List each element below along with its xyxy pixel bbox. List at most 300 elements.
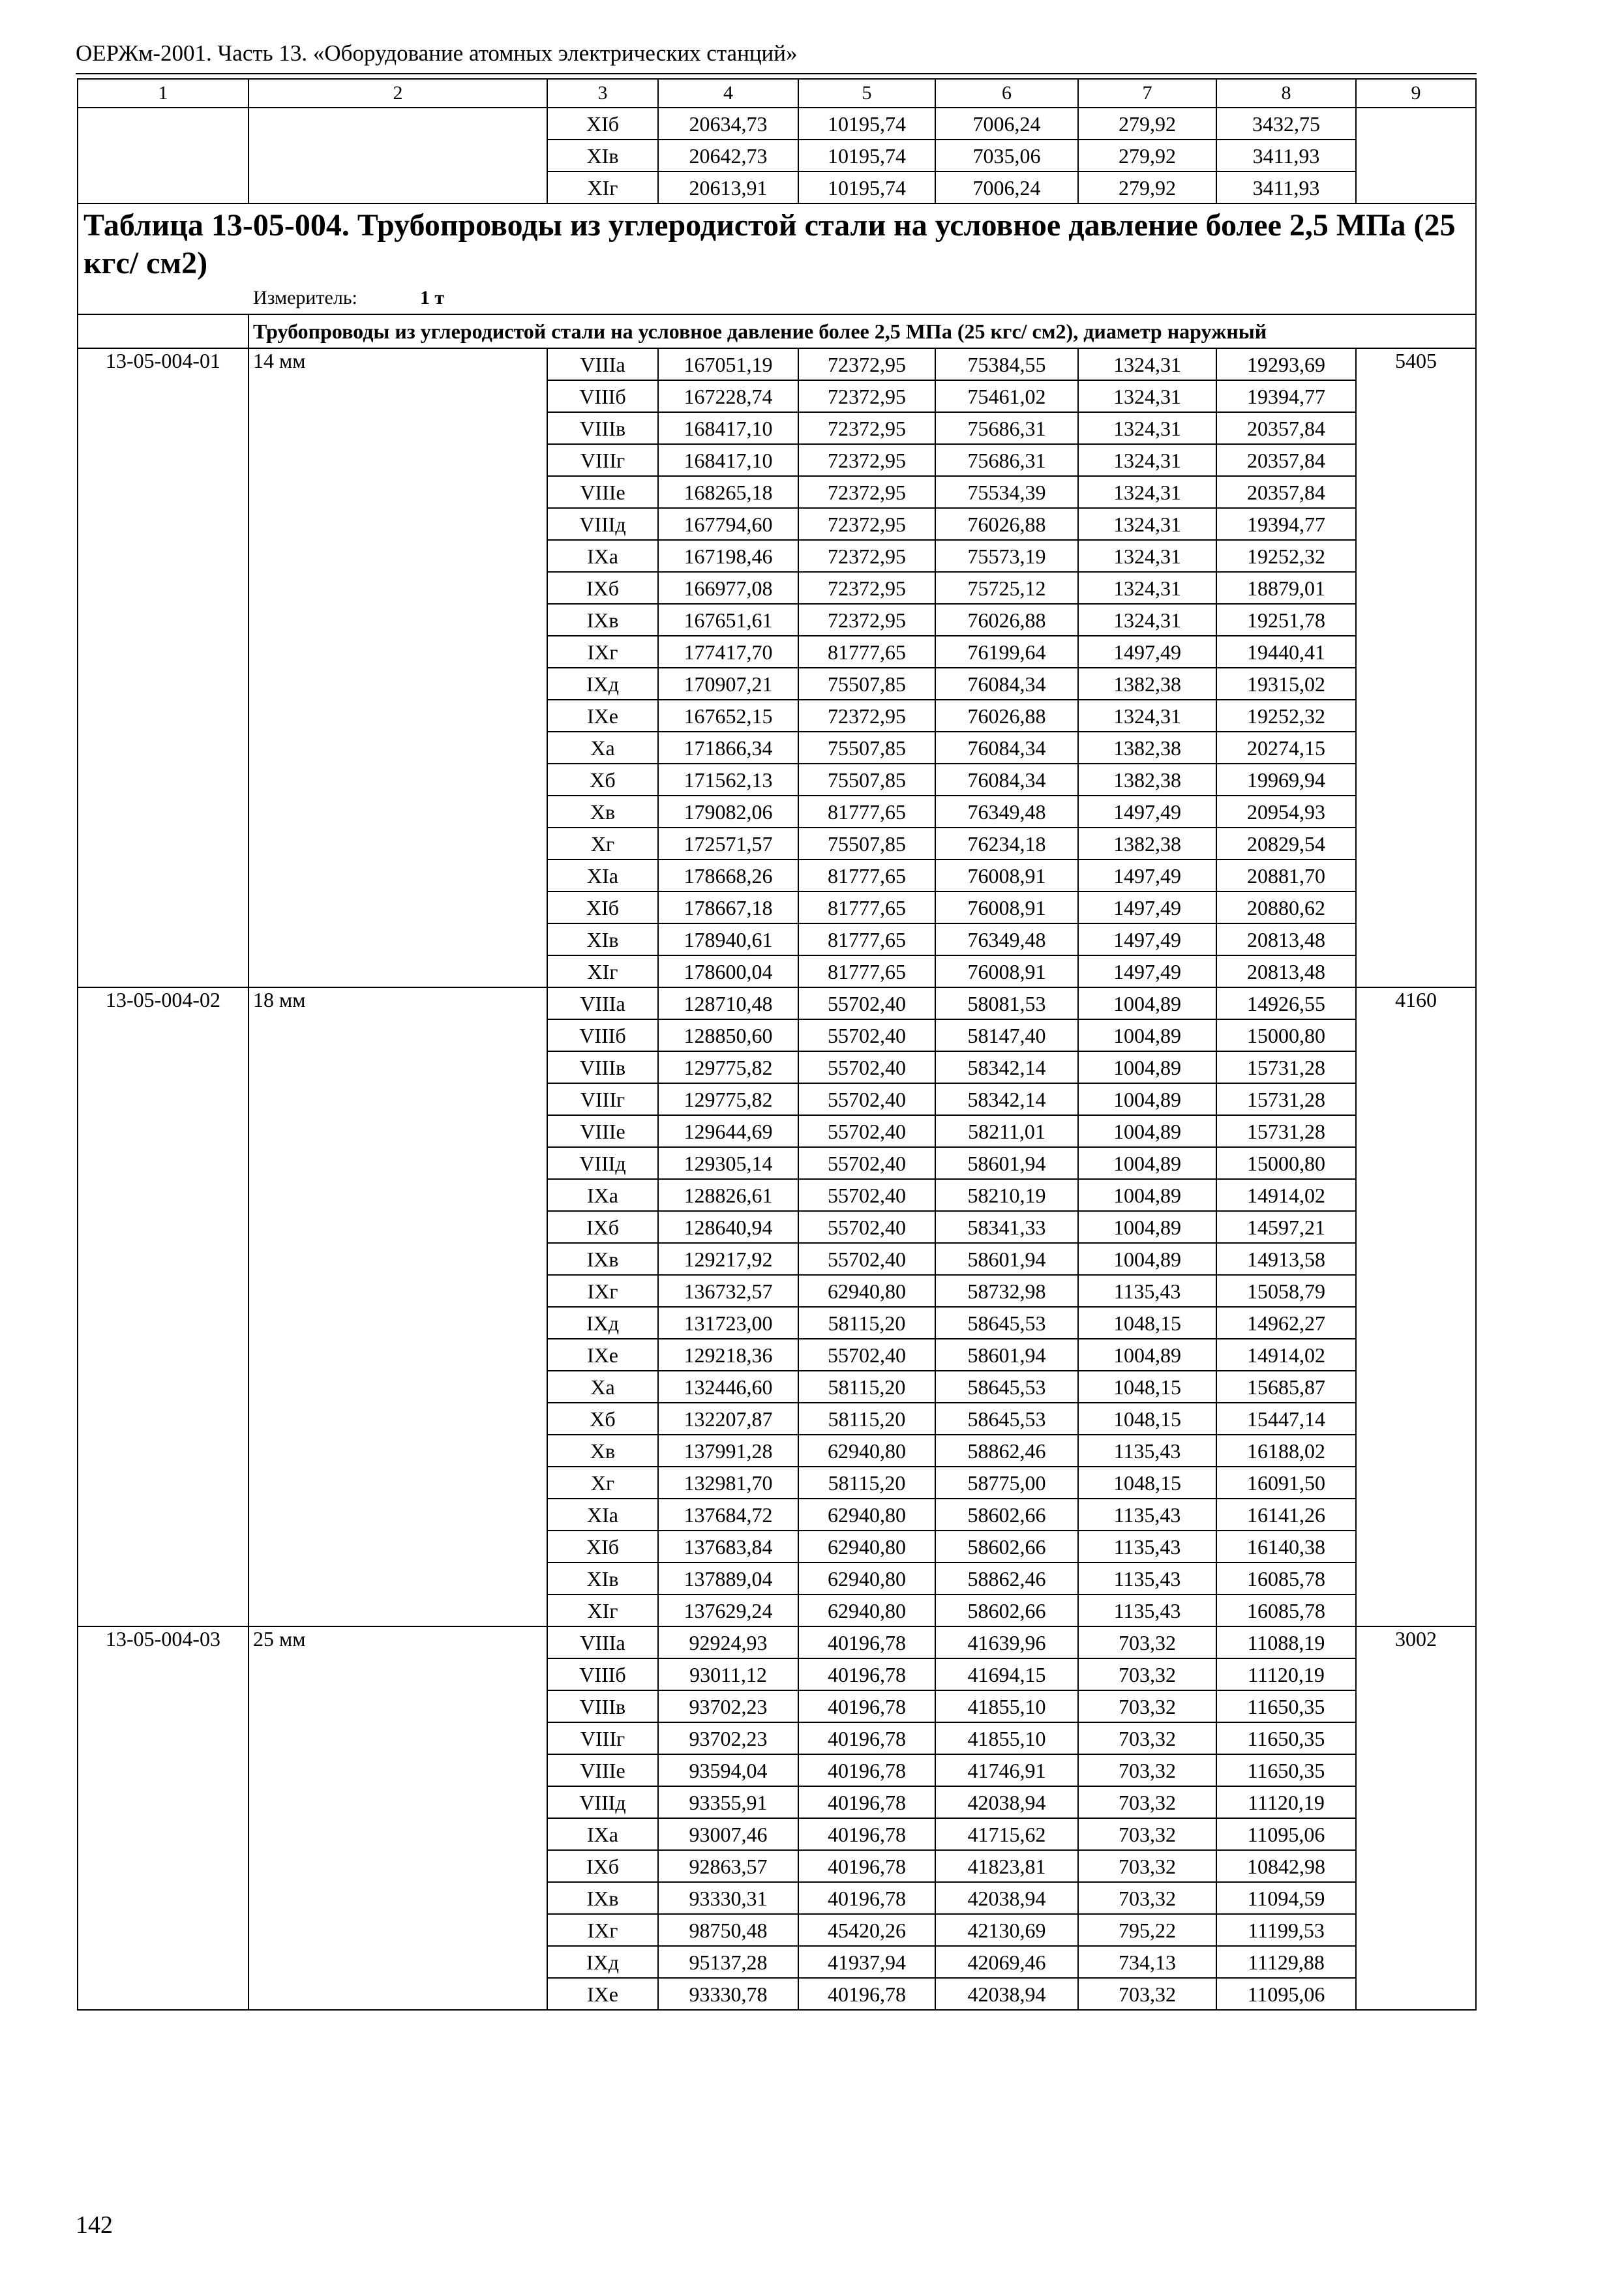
value-cell: 76026,88 xyxy=(935,700,1078,732)
value-cell: 40196,78 xyxy=(798,1818,935,1850)
value-cell: 279,92 xyxy=(1078,108,1216,140)
value-cell: 62940,80 xyxy=(798,1594,935,1626)
value-cell: 93011,12 xyxy=(658,1658,798,1690)
group-cell: XIб xyxy=(547,108,658,140)
value-cell: 11095,06 xyxy=(1216,1978,1356,2010)
group-cell: IXд xyxy=(547,1307,658,1339)
value-cell: 19969,94 xyxy=(1216,764,1356,796)
value-cell: 40196,78 xyxy=(798,1658,935,1690)
group-cell: IXг xyxy=(547,636,658,668)
value-cell: 795,22 xyxy=(1078,1914,1216,1946)
value-cell: 76084,34 xyxy=(935,668,1078,700)
value-cell: 19394,77 xyxy=(1216,508,1356,540)
column-number: 1 xyxy=(78,79,248,108)
value-cell: 128850,60 xyxy=(658,1019,798,1051)
value-cell: 19252,32 xyxy=(1216,700,1356,732)
value-cell: 1324,31 xyxy=(1078,444,1216,476)
value-cell: 1324,31 xyxy=(1078,540,1216,572)
value-cell: 1497,49 xyxy=(1078,860,1216,891)
value-cell: 1382,38 xyxy=(1078,732,1216,764)
value-cell: 20642,73 xyxy=(658,140,798,172)
value-cell: 40196,78 xyxy=(798,1626,935,1658)
empty-cell xyxy=(1356,108,1476,203)
group-cell: IXг xyxy=(547,1275,658,1307)
value-cell: 62940,80 xyxy=(798,1435,935,1467)
group-cell: VIIIе xyxy=(547,1115,658,1147)
value-cell: 16141,26 xyxy=(1216,1499,1356,1531)
value-cell: 58602,66 xyxy=(935,1531,1078,1563)
value-cell: 76234,18 xyxy=(935,828,1078,860)
value-cell: 93702,23 xyxy=(658,1690,798,1722)
value-cell: 58601,94 xyxy=(935,1339,1078,1371)
value-cell: 10842,98 xyxy=(1216,1850,1356,1882)
value-cell: 703,32 xyxy=(1078,1818,1216,1850)
subtitle-row xyxy=(78,314,1476,348)
column-number-row xyxy=(78,79,1476,108)
column-number: 4 xyxy=(658,79,798,108)
diameter-cell: 14 мм xyxy=(248,348,547,987)
group-cell: Xб xyxy=(547,764,658,796)
group-cell: VIIIв xyxy=(547,412,658,444)
value-cell: 58775,00 xyxy=(935,1467,1078,1499)
table-title-cell xyxy=(78,203,1476,314)
value-cell: 72372,95 xyxy=(798,380,935,412)
value-cell: 703,32 xyxy=(1078,1722,1216,1754)
value-cell: 58732,98 xyxy=(935,1275,1078,1307)
value-cell: 128640,94 xyxy=(658,1211,798,1243)
value-cell: 20813,48 xyxy=(1216,955,1356,987)
running-header: ОЕРЖм-2001. Часть 13. «Оборудование атомных электрических станций» xyxy=(76,40,798,66)
value-cell: 81777,65 xyxy=(798,891,935,923)
value-cell: 40196,78 xyxy=(798,1978,935,2010)
page-number: 142 xyxy=(76,2211,113,2239)
group-cell: VIIIг xyxy=(547,1722,658,1754)
value-cell: 703,32 xyxy=(1078,1786,1216,1818)
value-cell: 41694,15 xyxy=(935,1658,1078,1690)
value-cell: 75725,12 xyxy=(935,572,1078,604)
value-cell: 19293,69 xyxy=(1216,348,1356,380)
value-cell: 92924,93 xyxy=(658,1626,798,1658)
value-cell: 1497,49 xyxy=(1078,923,1216,955)
column-number: 9 xyxy=(1356,79,1476,108)
value-cell: 20274,15 xyxy=(1216,732,1356,764)
value-cell: 171866,34 xyxy=(658,732,798,764)
value-cell: 1048,15 xyxy=(1078,1467,1216,1499)
value-cell: 1004,89 xyxy=(1078,1211,1216,1243)
value-cell: 16140,38 xyxy=(1216,1531,1356,1563)
group-cell: VIIIг xyxy=(547,1083,658,1115)
value-cell: 95137,28 xyxy=(658,1946,798,1978)
group-cell: XIа xyxy=(547,860,658,891)
diameter-cell: 25 мм xyxy=(248,1626,547,2010)
meter-label: Измеритель: xyxy=(253,287,357,308)
count-cell: 3002 xyxy=(1356,1626,1476,2010)
value-cell: 11120,19 xyxy=(1216,1786,1356,1818)
value-cell: 16085,78 xyxy=(1216,1563,1356,1594)
group-cell: VIIIв xyxy=(547,1690,658,1722)
group-cell: VIIIд xyxy=(547,1786,658,1818)
value-cell: 168417,10 xyxy=(658,444,798,476)
rate-code: 13-05-004-02 xyxy=(78,987,248,1626)
rates-table xyxy=(77,78,1477,2011)
value-cell: 41855,10 xyxy=(935,1690,1078,1722)
group-cell: Xг xyxy=(547,828,658,860)
value-cell: 20634,73 xyxy=(658,108,798,140)
value-cell: 171562,13 xyxy=(658,764,798,796)
group-cell: IXг xyxy=(547,1914,658,1946)
value-cell: 15000,80 xyxy=(1216,1019,1356,1051)
rate-code: 13-05-004-01 xyxy=(78,348,248,987)
group-cell: XIб xyxy=(547,891,658,923)
group-cell: VIIIг xyxy=(547,444,658,476)
value-cell: 76349,48 xyxy=(935,796,1078,828)
value-cell: 72372,95 xyxy=(798,540,935,572)
value-cell: 11095,06 xyxy=(1216,1818,1356,1850)
value-cell: 93594,04 xyxy=(658,1754,798,1786)
value-cell: 72372,95 xyxy=(798,508,935,540)
value-cell: 15000,80 xyxy=(1216,1147,1356,1179)
value-cell: 15447,14 xyxy=(1216,1403,1356,1435)
value-cell: 172571,57 xyxy=(658,828,798,860)
value-cell: 1048,15 xyxy=(1078,1403,1216,1435)
value-cell: 41715,62 xyxy=(935,1818,1078,1850)
value-cell: 75461,02 xyxy=(935,380,1078,412)
value-cell: 93355,91 xyxy=(658,1786,798,1818)
value-cell: 15731,28 xyxy=(1216,1051,1356,1083)
group-cell: VIIIе xyxy=(547,1754,658,1786)
empty-cell xyxy=(78,314,248,348)
value-cell: 41746,91 xyxy=(935,1754,1078,1786)
value-cell: 55702,40 xyxy=(798,1243,935,1275)
value-cell: 58601,94 xyxy=(935,1243,1078,1275)
value-cell: 11120,19 xyxy=(1216,1658,1356,1690)
empty-cell xyxy=(78,108,248,203)
value-cell: 179082,06 xyxy=(658,796,798,828)
group-cell: XIв xyxy=(547,140,658,172)
value-cell: 7006,24 xyxy=(935,108,1078,140)
value-cell: 75507,85 xyxy=(798,732,935,764)
value-cell: 279,92 xyxy=(1078,172,1216,203)
meter-line xyxy=(83,286,1470,310)
value-cell: 132207,87 xyxy=(658,1403,798,1435)
value-cell: 137629,24 xyxy=(658,1594,798,1626)
value-cell: 20829,54 xyxy=(1216,828,1356,860)
count-cell: 4160 xyxy=(1356,987,1476,1626)
value-cell: 1382,38 xyxy=(1078,764,1216,796)
value-cell: 58115,20 xyxy=(798,1467,935,1499)
group-cell: IXв xyxy=(547,1882,658,1914)
group-cell: IXд xyxy=(547,1946,658,1978)
value-cell: 55702,40 xyxy=(798,1211,935,1243)
value-cell: 41937,94 xyxy=(798,1946,935,1978)
value-cell: 76084,34 xyxy=(935,764,1078,796)
value-cell: 20613,91 xyxy=(658,172,798,203)
value-cell: 1324,31 xyxy=(1078,700,1216,732)
value-cell: 55702,40 xyxy=(798,987,935,1019)
value-cell: 42038,94 xyxy=(935,1882,1078,1914)
value-cell: 58115,20 xyxy=(798,1403,935,1435)
group-cell: VIIIб xyxy=(547,380,658,412)
column-number: 3 xyxy=(547,79,658,108)
value-cell: 76026,88 xyxy=(935,508,1078,540)
value-cell: 279,92 xyxy=(1078,140,1216,172)
value-cell: 93007,46 xyxy=(658,1818,798,1850)
value-cell: 72372,95 xyxy=(798,412,935,444)
value-cell: 167652,15 xyxy=(658,700,798,732)
value-cell: 81777,65 xyxy=(798,796,935,828)
value-cell: 1497,49 xyxy=(1078,891,1216,923)
value-cell: 703,32 xyxy=(1078,1658,1216,1690)
group-cell: XIб xyxy=(547,1531,658,1563)
group-cell: IXе xyxy=(547,700,658,732)
value-cell: 62940,80 xyxy=(798,1275,935,1307)
group-cell: VIIIб xyxy=(547,1658,658,1690)
value-cell: 55702,40 xyxy=(798,1179,935,1211)
value-cell: 92863,57 xyxy=(658,1850,798,1882)
value-cell: 40196,78 xyxy=(798,1690,935,1722)
value-cell: 129775,82 xyxy=(658,1051,798,1083)
group-cell: Xв xyxy=(547,796,658,828)
value-cell: 178667,18 xyxy=(658,891,798,923)
value-cell: 1324,31 xyxy=(1078,380,1216,412)
value-cell: 58115,20 xyxy=(798,1307,935,1339)
value-cell: 137683,84 xyxy=(658,1531,798,1563)
count-cell: 5405 xyxy=(1356,348,1476,987)
value-cell: 55702,40 xyxy=(798,1051,935,1083)
group-cell: XIг xyxy=(547,955,658,987)
value-cell: 1135,43 xyxy=(1078,1275,1216,1307)
group-cell: VIIIа xyxy=(547,987,658,1019)
value-cell: 20357,84 xyxy=(1216,412,1356,444)
value-cell: 75534,39 xyxy=(935,476,1078,508)
value-cell: 18879,01 xyxy=(1216,572,1356,604)
value-cell: 131723,00 xyxy=(658,1307,798,1339)
value-cell: 1382,38 xyxy=(1078,828,1216,860)
value-cell: 168417,10 xyxy=(658,412,798,444)
value-cell: 132446,60 xyxy=(658,1371,798,1403)
value-cell: 19251,78 xyxy=(1216,604,1356,636)
value-cell: 177417,70 xyxy=(658,636,798,668)
value-cell: 734,13 xyxy=(1078,1946,1216,1978)
value-cell: 137991,28 xyxy=(658,1435,798,1467)
group-cell: Xг xyxy=(547,1467,658,1499)
value-cell: 19440,41 xyxy=(1216,636,1356,668)
value-cell: 19252,32 xyxy=(1216,540,1356,572)
value-cell: 1004,89 xyxy=(1078,1115,1216,1147)
value-cell: 42130,69 xyxy=(935,1914,1078,1946)
value-cell: 1324,31 xyxy=(1078,412,1216,444)
group-cell: IXв xyxy=(547,604,658,636)
table-row xyxy=(78,108,1476,140)
value-cell: 1324,31 xyxy=(1078,348,1216,380)
value-cell: 132981,70 xyxy=(658,1467,798,1499)
value-cell: 20880,62 xyxy=(1216,891,1356,923)
value-cell: 1135,43 xyxy=(1078,1531,1216,1563)
group-cell: IXб xyxy=(547,1211,658,1243)
group-cell: IXб xyxy=(547,1850,658,1882)
value-cell: 20357,84 xyxy=(1216,444,1356,476)
value-cell: 129218,36 xyxy=(658,1339,798,1371)
value-cell: 703,32 xyxy=(1078,1754,1216,1786)
value-cell: 129305,14 xyxy=(658,1147,798,1179)
value-cell: 76349,48 xyxy=(935,923,1078,955)
value-cell: 40196,78 xyxy=(798,1850,935,1882)
value-cell: 76008,91 xyxy=(935,955,1078,987)
value-cell: 55702,40 xyxy=(798,1339,935,1371)
value-cell: 72372,95 xyxy=(798,348,935,380)
group-cell: IXв xyxy=(547,1243,658,1275)
value-cell: 55702,40 xyxy=(798,1083,935,1115)
table-subtitle: Трубопроводы из углеродистой стали на условное давление более 2,5 МПа (25 кгс/ см2), диаметр наружный xyxy=(248,314,1476,348)
value-cell: 58645,53 xyxy=(935,1371,1078,1403)
value-cell: 1135,43 xyxy=(1078,1563,1216,1594)
value-cell: 58342,14 xyxy=(935,1051,1078,1083)
value-cell: 703,32 xyxy=(1078,1850,1216,1882)
value-cell: 703,32 xyxy=(1078,1882,1216,1914)
value-cell: 11129,88 xyxy=(1216,1946,1356,1978)
value-cell: 129217,92 xyxy=(658,1243,798,1275)
value-cell: 16085,78 xyxy=(1216,1594,1356,1626)
value-cell: 81777,65 xyxy=(798,955,935,987)
group-cell: XIг xyxy=(547,1594,658,1626)
value-cell: 42038,94 xyxy=(935,1786,1078,1818)
value-cell: 1004,89 xyxy=(1078,1243,1216,1275)
value-cell: 93330,78 xyxy=(658,1978,798,2010)
value-cell: 15685,87 xyxy=(1216,1371,1356,1403)
value-cell: 41855,10 xyxy=(935,1722,1078,1754)
value-cell: 75507,85 xyxy=(798,764,935,796)
value-cell: 41823,81 xyxy=(935,1850,1078,1882)
value-cell: 7006,24 xyxy=(935,172,1078,203)
value-cell: 166977,08 xyxy=(658,572,798,604)
value-cell: 55702,40 xyxy=(798,1019,935,1051)
value-cell: 75686,31 xyxy=(935,412,1078,444)
group-cell: VIIIа xyxy=(547,1626,658,1658)
value-cell: 168265,18 xyxy=(658,476,798,508)
value-cell: 58862,46 xyxy=(935,1435,1078,1467)
table-title-row xyxy=(78,203,1476,314)
value-cell: 14962,27 xyxy=(1216,1307,1356,1339)
value-cell: 76199,64 xyxy=(935,636,1078,668)
value-cell: 1324,31 xyxy=(1078,572,1216,604)
value-cell: 136732,57 xyxy=(658,1275,798,1307)
value-cell: 14914,02 xyxy=(1216,1339,1356,1371)
value-cell: 76008,91 xyxy=(935,860,1078,891)
value-cell: 93330,31 xyxy=(658,1882,798,1914)
value-cell: 75384,55 xyxy=(935,348,1078,380)
group-cell: Xа xyxy=(547,732,658,764)
value-cell: 72372,95 xyxy=(798,700,935,732)
value-cell: 72372,95 xyxy=(798,572,935,604)
value-cell: 62940,80 xyxy=(798,1531,935,1563)
value-cell: 58645,53 xyxy=(935,1403,1078,1435)
value-cell: 58602,66 xyxy=(935,1499,1078,1531)
value-cell: 11088,19 xyxy=(1216,1626,1356,1658)
group-cell: VIIIе xyxy=(547,476,658,508)
empty-cell xyxy=(248,108,547,203)
value-cell: 1324,31 xyxy=(1078,508,1216,540)
value-cell: 1135,43 xyxy=(1078,1435,1216,1467)
value-cell: 42069,46 xyxy=(935,1946,1078,1978)
column-number: 6 xyxy=(935,79,1078,108)
group-cell: XIа xyxy=(547,1499,658,1531)
group-cell: IXа xyxy=(547,1818,658,1850)
value-cell: 58341,33 xyxy=(935,1211,1078,1243)
group-cell: IXе xyxy=(547,1339,658,1371)
group-cell: IXа xyxy=(547,1179,658,1211)
value-cell: 14597,21 xyxy=(1216,1211,1356,1243)
group-cell: Xб xyxy=(547,1403,658,1435)
value-cell: 129644,69 xyxy=(658,1115,798,1147)
value-cell: 1048,15 xyxy=(1078,1371,1216,1403)
value-cell: 58602,66 xyxy=(935,1594,1078,1626)
value-cell: 20813,48 xyxy=(1216,923,1356,955)
value-cell: 72372,95 xyxy=(798,476,935,508)
value-cell: 75686,31 xyxy=(935,444,1078,476)
value-cell: 137889,04 xyxy=(658,1563,798,1594)
value-cell: 62940,80 xyxy=(798,1499,935,1531)
value-cell: 75507,85 xyxy=(798,828,935,860)
value-cell: 93702,23 xyxy=(658,1722,798,1754)
value-cell: 58115,20 xyxy=(798,1371,935,1403)
value-cell: 15058,79 xyxy=(1216,1275,1356,1307)
value-cell: 178940,61 xyxy=(658,923,798,955)
value-cell: 15731,28 xyxy=(1216,1115,1356,1147)
value-cell: 20954,93 xyxy=(1216,796,1356,828)
value-cell: 14913,58 xyxy=(1216,1243,1356,1275)
value-cell: 178600,04 xyxy=(658,955,798,987)
value-cell: 62940,80 xyxy=(798,1563,935,1594)
group-cell: IXа xyxy=(547,540,658,572)
value-cell: 11094,59 xyxy=(1216,1882,1356,1914)
value-cell: 1004,89 xyxy=(1078,987,1216,1019)
value-cell: 81777,65 xyxy=(798,923,935,955)
value-cell: 20881,70 xyxy=(1216,860,1356,891)
value-cell: 1004,89 xyxy=(1078,1179,1216,1211)
value-cell: 7035,06 xyxy=(935,140,1078,172)
diameter-cell: 18 мм xyxy=(248,987,547,1626)
value-cell: 58081,53 xyxy=(935,987,1078,1019)
value-cell: 72372,95 xyxy=(798,604,935,636)
value-cell: 1048,15 xyxy=(1078,1307,1216,1339)
value-cell: 167051,19 xyxy=(658,348,798,380)
value-cell: 98750,48 xyxy=(658,1914,798,1946)
value-cell: 137684,72 xyxy=(658,1499,798,1531)
value-cell: 19315,02 xyxy=(1216,668,1356,700)
value-cell: 20357,84 xyxy=(1216,476,1356,508)
value-cell: 19394,77 xyxy=(1216,380,1356,412)
table-row xyxy=(78,348,1476,380)
value-cell: 58210,19 xyxy=(935,1179,1078,1211)
table-title: Таблица 13-05-004. Трубопроводы из углеродистой стали на условное давление более 2,5 МПа (25 кгс/ см2) xyxy=(83,208,1456,280)
value-cell: 58342,14 xyxy=(935,1083,1078,1115)
value-cell: 45420,26 xyxy=(798,1914,935,1946)
value-cell: 167651,61 xyxy=(658,604,798,636)
value-cell: 58645,53 xyxy=(935,1307,1078,1339)
column-number: 2 xyxy=(248,79,547,108)
column-number: 8 xyxy=(1216,79,1356,108)
value-cell: 41639,96 xyxy=(935,1626,1078,1658)
value-cell: 1324,31 xyxy=(1078,476,1216,508)
group-cell: VIIIб xyxy=(547,1019,658,1051)
value-cell: 14926,55 xyxy=(1216,987,1356,1019)
group-cell: VIIIа xyxy=(547,348,658,380)
value-cell: 1497,49 xyxy=(1078,636,1216,668)
value-cell: 1004,89 xyxy=(1078,1147,1216,1179)
group-cell: VIIIв xyxy=(547,1051,658,1083)
value-cell: 1497,49 xyxy=(1078,955,1216,987)
column-number: 5 xyxy=(798,79,935,108)
